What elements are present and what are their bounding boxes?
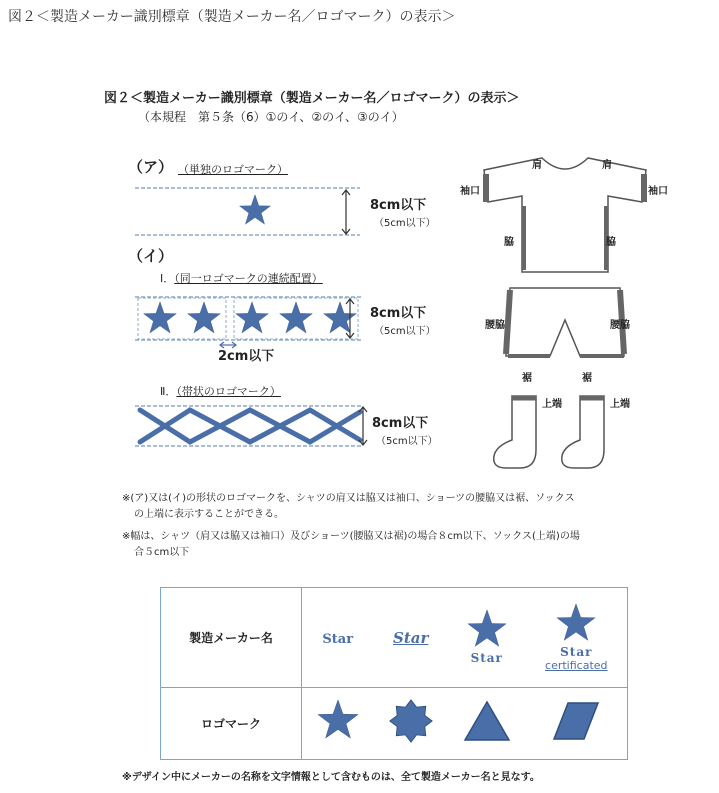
section-a-note: （単独のロゴマーク） <box>178 163 288 176</box>
label-hem-right: 裾 <box>582 373 592 384</box>
table-row <box>161 588 628 688</box>
bottom-note: ※デザイン中にメーカーの名称を文字情報として含むものは、全て製造メーカー名と見なす。 <box>122 772 540 783</box>
label-waist-left: 腰脇 <box>485 320 505 331</box>
sub-1-heading <box>160 270 323 286</box>
garment-diagram <box>480 150 650 480</box>
label-shoulder-right: 肩 <box>602 160 612 171</box>
note-line-3: ※幅は、シャツ（肩又は脇又は袖口）及びショーツ(腰脇又は裾)の場合８cm以下、ソックス(上端)の場 <box>122 531 580 542</box>
sub-2-num: Ⅱ． <box>160 385 177 398</box>
table-cell <box>526 687 628 760</box>
star-logo-icon <box>144 302 177 333</box>
sub-2-dim-main: 8cm以下 <box>372 416 429 431</box>
label-cuff-left: 袖口 <box>460 186 480 197</box>
sub-2-note: （帯状のロゴマーク） <box>176 385 281 398</box>
table-cell <box>373 588 447 688</box>
label-shoulder-left: 肩 <box>532 160 542 171</box>
star-logo-icon <box>239 195 270 225</box>
label-side-left: 脇 <box>504 237 514 248</box>
table-cell <box>302 687 374 760</box>
table-cell <box>448 588 526 688</box>
note-line-1: ※(ア)又は(イ)の形状のロゴマークを、シャツの肩又は脇又は袖口、ショーツの腰脇又は裾、ソックス <box>122 493 575 504</box>
table-cell <box>373 687 447 760</box>
table-cell <box>526 588 628 688</box>
label-cuff-right: 袖口 <box>648 186 668 197</box>
note-line-4: 合５cm以下 <box>134 547 190 558</box>
star-icon <box>466 609 508 651</box>
triangle-icon <box>463 700 511 742</box>
label-side-right: 脇 <box>606 237 616 248</box>
section-a-dim-sub: （5cm以下） <box>374 218 436 229</box>
shorts-outline <box>506 288 624 356</box>
star-logo-icon <box>280 302 313 333</box>
sub-1-dim-main: 8cm以下 <box>370 306 427 321</box>
label-top-right: 上端 <box>610 399 630 410</box>
star-icon <box>316 699 360 743</box>
label-top-left: 上端 <box>542 399 562 410</box>
sub-2-heading <box>160 383 281 399</box>
star-logo-icon <box>236 302 269 333</box>
eight-point-star-icon <box>388 698 434 744</box>
maker-name-example-4-sub: certificated <box>545 658 608 672</box>
section-a-label: （ア） <box>128 158 174 176</box>
table-cell <box>448 687 526 760</box>
table-row <box>161 687 628 760</box>
row-header-maker-name: 製造メーカー名 <box>161 588 302 688</box>
sub-1-gap-label: 2cm以下 <box>218 349 275 364</box>
maker-name-example-3: Star <box>470 651 503 666</box>
figure-subtitle: （本規程 第５条（6）①のイ、②のイ、③のイ） <box>138 110 404 124</box>
maker-name-example-1: Star <box>322 631 354 647</box>
band-logo <box>130 402 370 452</box>
maker-name-example-2: Star <box>392 628 429 647</box>
section-a-dim-main: 8cm以下 <box>370 198 427 213</box>
shirt-outline <box>484 158 646 272</box>
sub-1-note: （同一ロゴマークの連続配置） <box>174 272 323 285</box>
star-logo-icon <box>324 302 357 333</box>
figure-caption: 図２＜製造メーカー識別標章（製造メーカー名／ロゴマーク）の表示＞ <box>8 9 456 25</box>
repeated-logo-band <box>130 292 370 350</box>
sock-left-outline <box>494 396 536 468</box>
maker-name-example-4: Star <box>560 644 593 659</box>
sub-2-dim-sub: （5cm以下） <box>376 436 438 447</box>
sub-1-dim-sub: （5cm以下） <box>374 326 436 337</box>
note-line-2: の上端に表示することができる。 <box>134 509 284 520</box>
figure-title: 図２＜製造メーカー識別標章（製造メーカー名／ロゴマーク）の表示＞ <box>104 91 520 106</box>
star-icon <box>555 603 597 645</box>
section-i-label: （イ） <box>128 247 174 265</box>
table-cell <box>302 588 374 688</box>
label-waist-right: 腰脇 <box>610 320 630 331</box>
label-hem-left: 裾 <box>522 373 532 384</box>
star-logo-icon <box>188 302 221 333</box>
single-logo-band <box>130 185 370 241</box>
sub-1-num: Ⅰ． <box>160 272 175 285</box>
row-header-logo-mark: ロゴマーク <box>161 687 302 760</box>
parallelogram-icon <box>552 701 600 741</box>
sock-right-outline <box>562 396 604 468</box>
logo-examples-table <box>160 587 628 760</box>
